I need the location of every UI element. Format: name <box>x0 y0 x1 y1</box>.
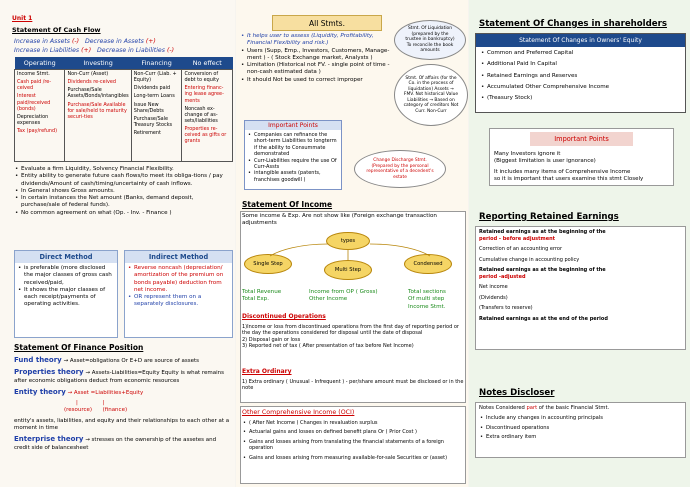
cf-note: • Evaluate a firm Liquidity, Solvency Financial Flexibility. <box>14 166 233 173</box>
imp-line: Many Investors ignore it <box>494 151 561 157</box>
indirect-method-box <box>124 250 233 338</box>
discontinued-items: 1)Income or loss from discontinued operations from the first day of reporting period or the day the operations considered for disposal until the date of disposal 2) Disposal gain or loss 3) Reported net of tax ( After presentation of tax before Net Income) <box>242 324 459 350</box>
column-equity <box>469 0 690 487</box>
indirect-item: • OR represent them on a separately disclosures. <box>127 294 230 309</box>
cell-financing: Non-Curr (Liab. + Equity) Dividends paid Long-term Loans Issue New Share/Debts Purchase/Sale Treasury Stocks Retirement <box>131 70 182 162</box>
cf-note: • Entity ability to generate future cash flows/to meet its obliga-tions / pay dividends/Amount of cash/timing/uncertainty of cash inflows. <box>14 173 233 188</box>
indirect-item: • Reverse noncash (depreciation/ amortization of the premium on bonds payable) deduction from net income. <box>127 265 230 294</box>
nd-item: • Extra ordinary item <box>479 434 682 441</box>
fund-theory: Fund theory → Asset=obligations Or E+D are source of assets <box>14 356 200 364</box>
cf-rule-liabilities: Increase in Liabilities (+) Decrease in Liabilities (-) <box>14 46 174 54</box>
imp-item: • intangible assets (patents, franchises goodwill ) <box>247 170 339 183</box>
multi-step-lines: Income from OP ( Gross) Other Income <box>309 289 378 303</box>
oci-item: • ( After Net Income ) Changes in revaluation surplus <box>242 420 464 426</box>
all-stmts-bullets <box>240 33 392 84</box>
fp-title: Statement Of Finance Position <box>14 343 144 352</box>
th-financing: Financing <box>131 57 182 70</box>
income-title: Statement Of Income <box>242 200 333 209</box>
multi-step-node: Multi Step <box>324 260 372 280</box>
sce-item: • Additional Paid In Capital <box>480 61 681 68</box>
fp-body <box>14 356 233 452</box>
cloud-affairs: Stmt. Of affairs (for the Co. in the process of liquidation) Assets → FMV. Not historical Value Liabilities → Based on category of creditors Not Curr. Non-Curr <box>394 64 468 126</box>
single-step-lines: Total Revenue Total Exp. <box>242 289 282 303</box>
sce-box-title: Statement Of Changes in Owners' Equity <box>476 34 685 47</box>
th-investing: Investing <box>65 57 131 70</box>
rre-title: Reporting Retained Earnings <box>479 212 619 222</box>
cell-operating: Income Stmt. Cash paid /re-ceived Interest paid/received (bonds) Depreciation expenses Tax (pay/refund) <box>15 70 65 162</box>
imp-box <box>489 128 674 186</box>
extraordinary-title: Extra Ordinary <box>242 368 292 375</box>
stmt-bullet: • It helps user to assess (Liquidity, Profitability, Financial Flexibility and risk.) <box>240 33 392 48</box>
stmt-bullet: • Users (Supp, Emp., Investors, Customers, Manage-ment ) - ( Stock Exchange market, Analysts ) <box>240 48 392 63</box>
nd-box <box>475 402 686 458</box>
types-node: types <box>326 232 370 250</box>
direct-item: • It shows the major classes of each receipt/payments of operating activities. <box>17 287 115 309</box>
important-points-title: Important Points <box>245 121 341 130</box>
sce-item: • (Treasury Stock) <box>480 95 681 102</box>
condensed-lines: Total sections Of multi step Income Stmt. <box>408 289 446 310</box>
cf-notes <box>14 166 233 217</box>
entity-sublabels: | | <box>76 399 105 406</box>
direct-method-box <box>14 250 118 338</box>
all-stmts-title: All Stmts. <box>272 15 382 31</box>
entity-theory: Entity theory → Asset =Liabilities+Equity <box>14 388 144 397</box>
nd-item: • Discontinued operations <box>479 425 682 432</box>
cell-investing: Non-Curr (Asset) Dividends re-ceived Purchase/Sale Assets/Bonds/intangibles Purchase/Sale Available for sale/held to maturity securi-ties <box>65 70 131 162</box>
column-all-stmts <box>236 0 468 487</box>
cf-note: • No common agreement on what (Op. - Inv. - Finance ) <box>14 210 233 217</box>
sce-item: • Accumulated Other Comprehensive Income <box>480 84 681 91</box>
imp-line: It includes many items of Comprehensive Income <box>494 169 631 176</box>
single-step-node: Single Step <box>244 254 292 274</box>
cf-title: Statement Of Cash Flow <box>12 26 101 34</box>
cloud-liquidation: Stmt. Of Liquidation (prepared by the trustee in bankruptcy) To reconcile the book amounts <box>394 20 466 60</box>
th-no-effect: No effect <box>182 57 233 70</box>
oci-item: • Gains and losses arising from translating the financial statements of a foreign operation <box>242 439 464 452</box>
cloud-discharge: Change Discharge Stmt. (Prepared by the personal representative of a decedent's estate <box>354 150 446 188</box>
column-cash-flow <box>0 0 235 487</box>
important-points-box <box>244 120 342 190</box>
types-connectors <box>240 238 466 278</box>
stmt-bullet: • It should Not be used to correct improper <box>240 77 392 84</box>
discontinued-title: Discontinued Operations <box>242 313 326 320</box>
th-operating: Operating <box>15 57 65 70</box>
cf-rules <box>14 38 232 56</box>
entity-desc: entity's assets, liabilities, and equity and their relationships to each other at a moment in time <box>14 417 230 431</box>
direct-method-title: Direct Method <box>15 251 117 263</box>
oci-item: • Gains and losses arising from measuring available-for-sale Securities or (asset) <box>242 455 464 461</box>
imp-item: • Curr-Liabilities require the use Of Curr-Assts <box>247 158 339 171</box>
indirect-method-title: Indirect Method <box>125 251 232 263</box>
sce-title: Statement Of Changes in shareholders <box>479 19 667 29</box>
nd-item: • Include any changes in accounting principals <box>479 415 682 422</box>
oci-items <box>242 420 464 461</box>
direct-item: • is preferable (more disclosed the major classes of gross cash received/paid, <box>17 265 115 287</box>
sce-box <box>475 33 686 113</box>
cf-note: • In General shows Gross amounts. <box>14 188 233 195</box>
rre-box: Retained earnings as at the beginning of the period - before adjustment Correction of an accounting error Cumulative change in accounting policy Retained earnings as at the beginning of the period -adjusted Net income (Dividends) (Transfers to reserve) Retained earnings as at the end of the period <box>475 226 686 350</box>
entity-sublabels-text: (resource) (finance) <box>64 407 128 414</box>
cf-rule-assets: Increase in Assets (-) Decrease in Assets (+) <box>14 38 156 45</box>
properties-theory: Properties theory → Assets-Liabilities=Equity Equity is what remains after economic obligations deduct from economic resources <box>14 368 224 384</box>
stmt-bullet: • Limitation (Historical not FV. - single point of time - non-cash estimated data ) <box>240 62 392 77</box>
imp-line: so it is important that users examine this stmt Closely <box>494 176 644 183</box>
cell-no-effect: Conversion of debt to equity Entering financ-ing lease agree-ments Noncash ex-change of as-sets/liabilities Properties re-ceived as gifts or grants <box>182 70 233 162</box>
condensed-node: Condensed <box>404 254 452 274</box>
sce-item: • Common and Preferred Capital <box>480 50 681 57</box>
imp-line: (Biggest limitation is user ignorance) <box>494 158 596 165</box>
extraordinary-text: 1) Extra ordinary ( Unusual - Infrequent ) - per/share amount must be disclosed or in the note <box>242 379 464 392</box>
unit-label: Unit 1 <box>12 15 33 22</box>
nd-intro: Notes Considered part of the basic Financial Stmt. <box>479 405 610 411</box>
sce-item: • Retained Earnings and Reserves <box>480 73 681 80</box>
cf-note: • In certain instances the Net amount (Banks, demand deposit, purchase/sale of federal funds). <box>14 195 233 210</box>
oci-title: Other Comprehensive Income (OCI) <box>242 409 355 416</box>
cash-flow-table <box>14 57 233 162</box>
nd-title: Notes Discloser <box>479 388 555 398</box>
enterprise-theory: Enterprise theory → stresses on the ownership of the assetes and credit side of balancesheet <box>14 435 217 451</box>
imp-item: • Companies can refinance the short-term Liabilities to longterm if the ability to Consummate demonstrated <box>247 132 339 158</box>
income-intro: Some income & Exp. Are not show like (Foreign exchange transaction adjustments <box>242 213 437 227</box>
imp-box-title: Important Points <box>530 132 633 146</box>
oci-item: • Actuarial gains and losses on defined benefit plans Or ( Prior Cost ) <box>242 429 464 435</box>
